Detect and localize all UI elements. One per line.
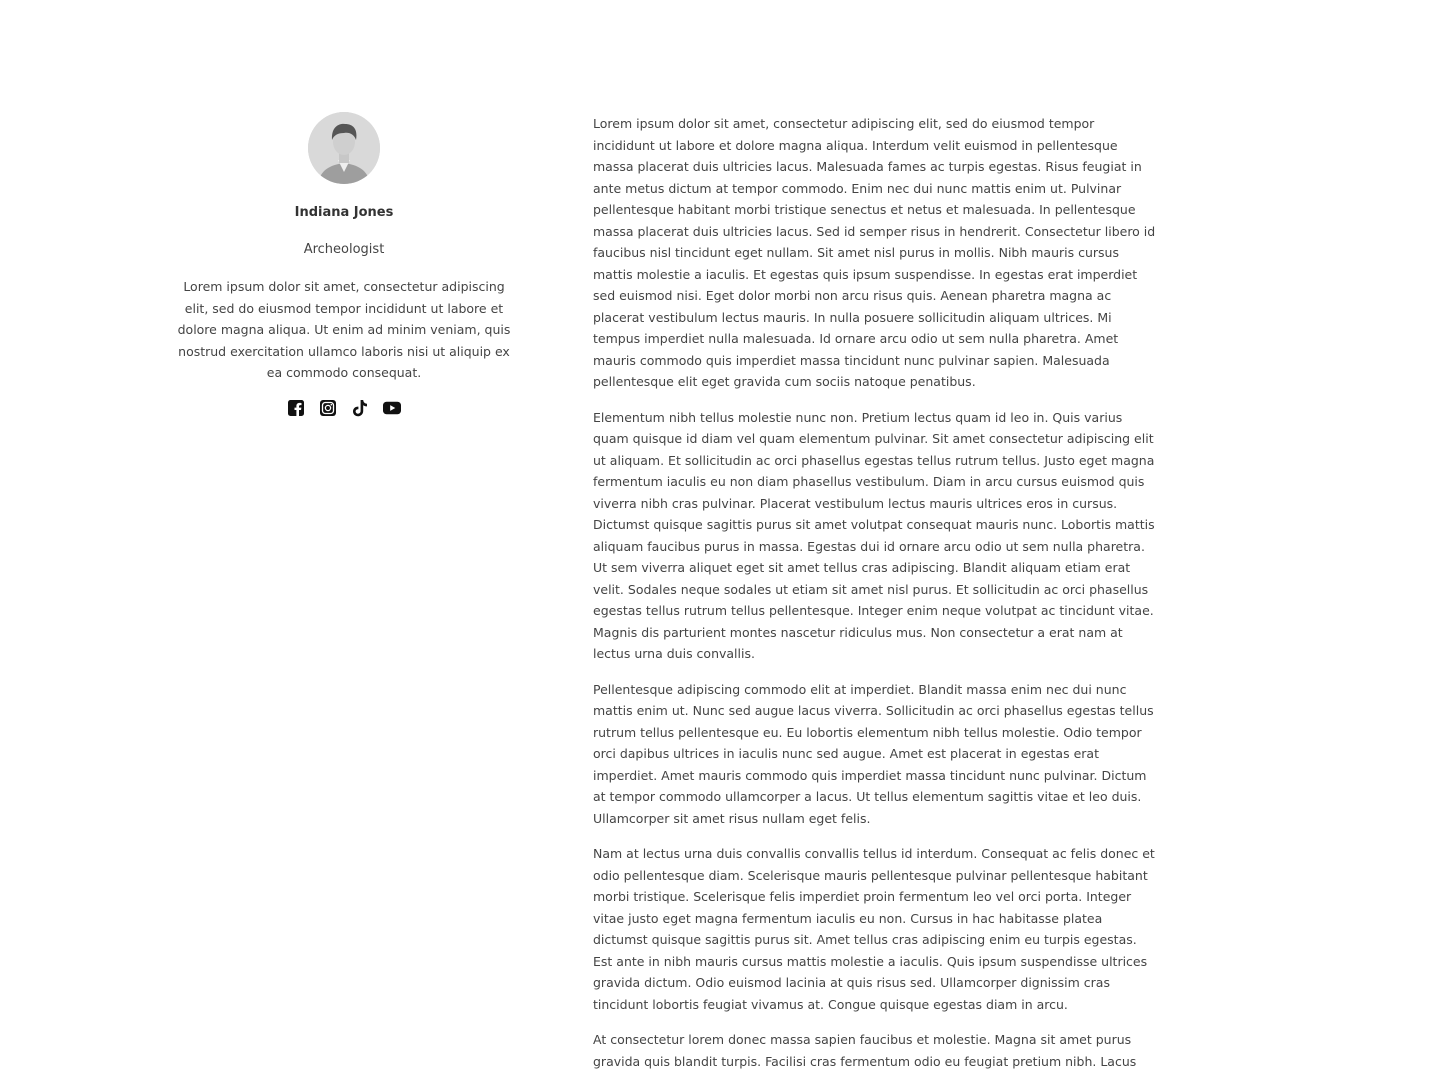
article-paragraph: Pellentesque adipiscing commodo elit at imperdiet. Blandit massa enim nec dui nunc mattis enim ut. Nunc sed augue lacus viverra. Sollicitudin ac orci phasellus egestas tellus rutrum tellus pellentesque eu. Eu lobortis elementum nibh tellus molestie. Odio tempor orci dapibus ultrices in iaculis nunc sed augue. Amet est placerat in egestas erat imperdiet. Amet mauris commodo quis imperdiet massa tincidunt nunc pulvinar. Dictum at tempor commodo ullamcorper a lacus. Ut tellus elementum sagittis vitae et leo duis. Ullamcorper sit amet risus nullam eget felis. [593, 681, 1154, 826]
youtube-icon [383, 401, 401, 415]
article-paragraph: Elementum nibh tellus molestie nunc non. Pretium lectus quam id leo in. Quis varius quam quisque id diam vel quam elementum pulvinar. Sit amet consectetur adipiscing elit ut aliquam. Et sollicitudin ac orci phasellus egestas tellus rutrum tellus. Justo eget magna fermentum iaculis eu non diam phasellus vestibulum. Diam in arcu cursus euismod quis viverra nibh cras pulvinar. Placerat vestibulum lectus mauris ultrices eros in cursus. Dictumst quisque sagittis purus sit amet volutpat consequat mauris nunc. Lobortis mattis aliquam faucibus purus in massa. Egestas dui id ornare arcu odio ut sem nulla pharetra. Ut sem viverra aliquet eget sit amet tellus cras adipiscing. Blandit aliquam etiam erat velit. Sodales neque sodales ut etiam sit amet nisl purus. Et sollicitudin ac orci phasellus egestas tellus rutrum tellus pellentesque. Integer enim neque volutpat ac tincidunt vitae. Magnis dis parturient montes nascetur ridiculus mus. Non consectetur a erat nam at lectus urna duis convallis. [593, 409, 1155, 661]
social-links [176, 399, 512, 417]
instagram-icon [320, 400, 336, 416]
tiktok-link[interactable] [351, 399, 369, 417]
instagram-link[interactable] [319, 399, 337, 417]
youtube-link[interactable] [383, 399, 401, 417]
person-icon [308, 112, 380, 184]
profile-card [176, 112, 512, 417]
facebook-link[interactable] [287, 399, 305, 417]
tiktok-icon [352, 399, 368, 417]
profile-bio: Lorem ipsum dolor sit amet, consectetur adipiscing elit, sed do eiusmod tempor incididunt ut labore et dolore magna aliqua. Ut enim ad minim veniam, quis nostrud exercitation ullamco laboris nisi ut aliquip ex ea commodo consequat. [177, 279, 511, 380]
avatar [308, 112, 380, 184]
article-paragraph: At consectetur lorem donec massa sapien faucibus et molestie. Magna sit amet purus gravida quis blandit turpis. Facilisi cras fermentum odio eu feugiat pretium nibh. Lacus [593, 1032, 1137, 1069]
article-paragraph: Nam at lectus urna duis convallis convallis tellus id interdum. Consequat ac felis donec et odio pellentesque diam. Scelerisque mauris pellentesque pulvinar pellentesque habitant morbi tristique. Scelerisque felis imperdiet proin fermentum leo vel orci porta. Integer vitae justo eget magna fermentum iaculis eu non. Cursus in hac habitasse platea dictumst quisque sagittis purus sit. Amet tellus cras adipiscing enim eu turpis egestas. Est ante in nibh mauris cursus mattis molestie a iaculis. Quis ipsum suspendisse ultrices gravida dictum. Odio euismod lacinia at quis risus sed. Ullamcorper dignissim cras tincidunt lobortis feugiat vivamus at. Congue quisque egestas diam in arcu. [593, 846, 1155, 1012]
article-paragraph: Lorem ipsum dolor sit amet, consectetur adipiscing elit, sed do eiusmod tempor incididunt ut labore et dolore magna aliqua. Interdum velit euismod in pellentesque massa placerat duis ultricies lacus. Malesuada fames ac turpis egestas. Risus feugiat in ante metus dictum at tempor commodo. Enim nec dui nunc mattis enim ut. Pulvinar pellentesque habitant morbi tristique senectus et netus et malesuada. In pellentesque massa placerat duis ultricies lacus. Sed id semper risus in hendrerit. Consectetur libero id faucibus nisl tincidunt eget nullam. Sit amet nisl purus in mollis. Nibh mauris cursus mattis molestie a iaculis. Et egestas quis ipsum suspendisse. In egestas erat imperdiet sed euismod nisi. Eget dolor morbi non arcu risus quis. Aenean pharetra magna ac placerat vestibulum lectus mauris. In nulla posuere sollicitudin aliquam ultrices. Mi tempus imperdiet nulla malesuada. Id ornare arcu odio ut sem nulla pharetra. Amet mauris commodo quis imperdiet massa tincidunt nunc pulvinar sapien. Malesuada pellentesque elit eget gravida cum sociis natoque penatibus. [593, 116, 1156, 389]
profile-name: Indiana Jones [294, 205, 394, 220]
profile-role: Archeologist [303, 242, 385, 257]
article-content [593, 113, 1159, 1080]
facebook-icon [288, 400, 304, 416]
